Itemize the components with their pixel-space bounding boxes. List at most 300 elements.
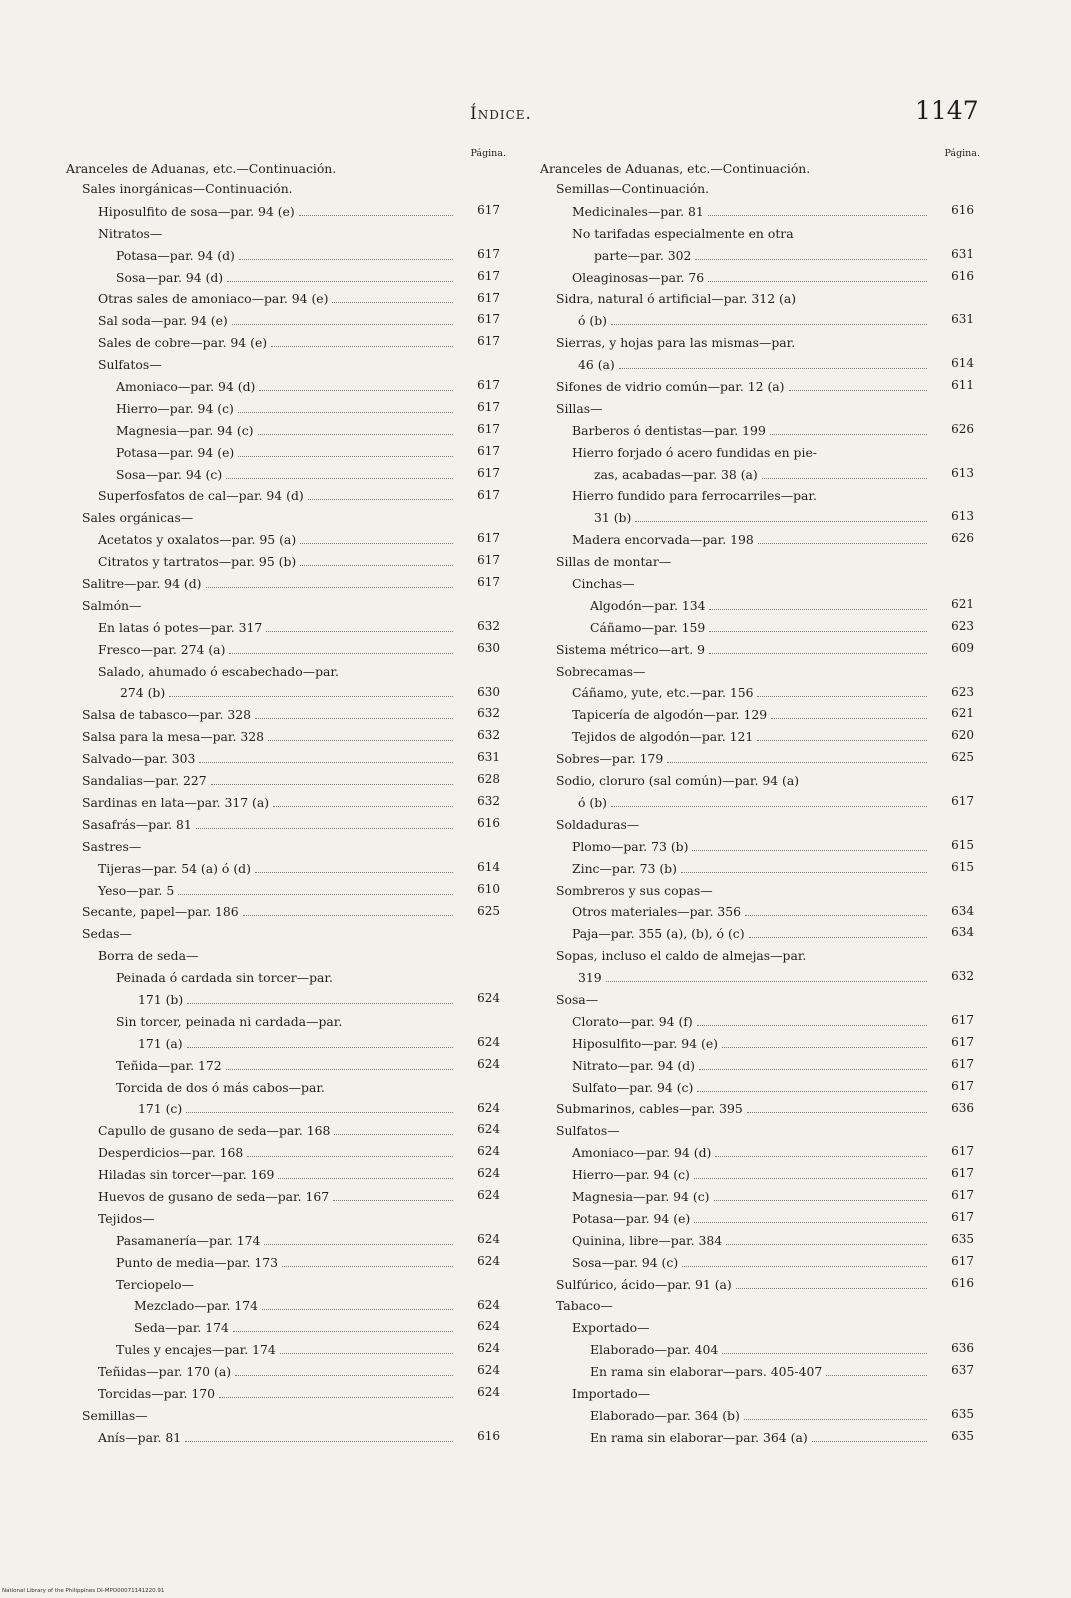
dot-leader [770,434,927,435]
entry-text: 274 (b) [120,685,166,701]
entry-page-number: 624 [477,1319,500,1334]
index-entry [66,550,506,572]
index-entry [540,638,980,660]
entry-text: Terciopelo— [116,1276,194,1292]
dot-leader [196,828,453,829]
entry-text: Sulfatos— [98,357,162,373]
dot-leader [264,1244,453,1245]
dot-leader [187,1047,453,1048]
index-entry [66,397,506,419]
dot-leader [694,1178,927,1179]
index-entry [66,528,506,550]
index-entry [66,1404,506,1426]
page-number: 1147 [915,96,979,125]
entry-page-number: 624 [477,1122,500,1137]
dot-leader [259,390,453,391]
entry-page-number: 617 [477,312,500,327]
page-header [0,96,1071,136]
entry-line [540,857,930,879]
entry-page-number: 617 [477,487,500,502]
entry-text: Hierro fundido para ferrocarriles—par. [572,488,817,504]
column-heading: Aranceles de Aduanas, etc.—Continuación. [66,161,337,176]
dot-leader [238,456,453,457]
entry-page-number: 615 [951,859,974,874]
index-entry [66,1273,506,1295]
entry-line [66,1010,456,1032]
dot-leader [682,1266,927,1267]
entry-text: Otros materiales—par. 356 [572,904,741,920]
entry-line [540,703,930,725]
index-entry [66,944,506,966]
entry-page-number: 630 [477,684,500,699]
entry-page-number: 617 [951,794,974,809]
dot-leader [667,762,927,763]
entry-text: Nitratos— [98,225,163,241]
index-entry [66,791,506,813]
entry-page-number: 630 [477,640,500,655]
dot-leader [332,302,453,303]
index-entry [66,244,506,266]
entry-text: Sobres—par. 179 [556,751,664,767]
dot-leader [606,981,927,982]
dot-leader [758,543,927,544]
dot-leader [243,915,453,916]
index-entries [540,200,980,1448]
dot-leader [771,718,927,719]
index-entry [66,1010,506,1054]
index-entry [540,594,980,616]
index-entry [66,1360,506,1382]
entry-text: Importado— [572,1385,651,1401]
entry-page-number: 611 [951,378,974,393]
entry-line [540,1360,930,1382]
entry-line [66,1426,456,1448]
entry-text: Nitrato—par. 94 (d) [572,1057,695,1073]
dot-leader [235,1375,453,1376]
entry-line [540,375,930,397]
index-entry [66,1426,506,1448]
entry-line [540,660,930,682]
entry-page-number: 617 [477,203,500,217]
dot-leader [826,1375,927,1376]
dot-leader [169,696,453,697]
entry-page-number: 624 [477,1363,500,1378]
entry-line [66,682,456,704]
entry-text: parte—par. 302 [594,247,692,263]
entry-line [66,857,456,879]
index-entry [66,1163,506,1185]
dot-leader [708,281,927,282]
entry-text: Sillas de montar— [556,554,672,570]
entry-line [540,725,930,747]
entry-text: Elaborado—par. 404 [590,1342,719,1358]
left-column [66,148,506,1448]
entry-text: Medicinales—par. 81 [572,203,704,219]
index-entry [540,1273,980,1295]
index-entry [66,266,506,288]
entry-line [540,988,930,1010]
dot-leader [238,412,453,413]
index-entry [540,1185,980,1207]
dot-leader [722,1353,927,1354]
entry-text: Pasamanería—par. 174 [116,1232,261,1248]
entry-line [540,791,930,813]
index-entry [66,353,506,375]
index-entry [540,1426,980,1448]
entry-page-number: 617 [951,1144,974,1159]
entry-line [540,638,930,660]
index-entry [540,1076,980,1098]
index-entry [66,1141,506,1163]
entry-page-number: 613 [951,465,974,480]
index-entry [66,857,506,879]
entry-page-number: 617 [477,421,500,436]
dot-leader [186,1112,453,1113]
entry-line [66,1404,456,1426]
column-subheading: Semillas—Continuación. [556,181,710,196]
entry-text: Sedas— [82,926,132,942]
entry-line [540,1251,930,1273]
dot-leader [233,1331,453,1332]
index-entry [66,1295,506,1317]
dot-leader [762,478,927,479]
entry-line [540,288,930,310]
entry-text: Mezclado—par. 174 [134,1298,259,1314]
index-entry [66,1076,506,1120]
entry-text: Sal soda—par. 94 (e) [98,313,228,329]
entry-text: Seda—par. 174 [134,1320,229,1336]
entry-page-number: 624 [477,1253,500,1268]
entry-line [66,879,456,901]
index-entry [540,266,980,288]
dot-leader [709,631,927,632]
entry-line [540,1273,930,1295]
index-entry [540,988,980,1010]
entry-text: Magnesia—par. 94 (c) [116,422,254,438]
entry-page-number: 625 [951,750,974,765]
entry-text: Tejidos de algodón—par. 121 [572,729,754,745]
entry-page-number: 617 [477,246,500,261]
entry-text: Hierro—par. 94 (c) [116,400,234,416]
entry-text: Cinchas— [572,576,635,592]
index-entry [66,835,506,857]
dot-leader [619,368,927,369]
entry-page-number: 617 [951,1253,974,1268]
pagina-label: Página. [944,148,980,159]
entry-line [66,288,456,310]
entry-page-number: 617 [477,400,500,415]
entry-line [540,1032,930,1054]
dot-leader [232,324,453,325]
entry-text: Amoniaco—par. 94 (d) [572,1145,712,1161]
entry-line [66,594,456,616]
entry-page-number: 631 [951,246,974,261]
entry-line [540,966,930,988]
entry-line [540,419,930,441]
index-entry [66,1185,506,1207]
entry-line [66,1273,456,1295]
index-entry [66,331,506,353]
dot-leader [681,872,927,873]
dot-leader [278,1178,453,1179]
index-entry [66,1316,506,1338]
entry-line [540,506,930,528]
entry-text: Barberos ó dentistas—par. 199 [572,422,766,438]
entry-line [66,485,456,507]
dot-leader [268,740,453,741]
entry-text: Tapicería de algodón—par. 129 [572,707,768,723]
entry-text: Citratos y tartratos—par. 95 (b) [98,554,297,570]
entry-text: ó (b) [578,313,607,329]
dot-leader [694,1222,927,1223]
entry-line [66,703,456,725]
entry-text: Sulfúrico, ácido—par. 91 (a) [556,1276,732,1292]
entry-line [66,1382,456,1404]
entry-page-number: 624 [477,1144,500,1159]
entry-line [66,835,456,857]
entry-line [66,1185,456,1207]
dot-leader [199,762,453,763]
entry-page-number: 628 [477,772,500,787]
entry-page-number: 617 [477,268,500,283]
entry-line [66,353,456,375]
index-entry [540,1338,980,1360]
entry-line [540,1163,930,1185]
index-entry [540,550,980,572]
entry-line [540,1404,930,1426]
index-entry [540,397,980,419]
index-entry [66,1251,506,1273]
entry-text: Tabaco— [556,1298,613,1314]
entry-text: Teñidas—par. 170 (a) [98,1364,232,1380]
index-entry [66,769,506,791]
index-entry [66,747,506,769]
dot-leader [749,937,927,938]
index-entry [66,922,506,944]
dot-leader [722,1047,927,1048]
index-entry [540,200,980,222]
entry-line [540,550,930,572]
entry-line [540,1054,930,1076]
entry-line [66,944,456,966]
index-entry [540,857,980,879]
index-entries [66,200,506,1448]
index-entry [540,835,980,857]
index-entry [540,572,980,594]
dot-leader [726,1244,927,1245]
entry-line [66,463,456,485]
entry-page-number: 624 [477,1385,500,1400]
dot-leader [744,1419,927,1420]
entry-text: Torcida de dos ó más cabos—par. [116,1079,325,1095]
entry-line [540,1010,930,1032]
entry-line [66,725,456,747]
entry-text: 171 (b) [138,991,184,1007]
entry-line [540,485,930,507]
entry-text: Fresco—par. 274 (a) [98,641,226,657]
entry-line [540,1338,930,1360]
entry-text: Sin torcer, peinada ni cardada—par. [116,1013,343,1029]
entry-line [66,966,456,988]
entry-line [66,222,456,244]
index-entry [66,616,506,638]
index-entry [540,879,980,901]
entry-text: Magnesia—par. 94 (c) [572,1188,710,1204]
entry-text: Quinina, libre—par. 384 [572,1232,723,1248]
entry-page-number: 609 [951,640,974,655]
index-entry [540,375,980,397]
entry-page-number: 617 [477,575,500,590]
dot-leader [789,390,927,391]
dot-leader [709,609,927,610]
entry-page-number: 636 [951,1100,974,1115]
dot-leader [699,1069,927,1070]
entry-line [66,1338,456,1360]
index-entry [66,660,506,704]
entry-line [66,572,456,594]
entry-text: Tijeras—par. 54 (a) ó (d) [98,860,251,876]
entry-text: Salsa para la mesa—par. 328 [82,729,265,745]
entry-text: Salado, ahumado ó escabechado—par. [98,663,339,679]
entry-text: Sosa—par. 94 (d) [116,269,224,285]
entry-text: Sombreros y sus copas— [556,882,713,898]
entry-text: En latas ó potes—par. 317 [98,619,263,635]
entry-page-number: 617 [951,1034,974,1049]
index-entry [540,1032,980,1054]
index-entry [66,506,506,528]
index-entry [540,682,980,704]
entry-line [66,1360,456,1382]
entry-page-number: 635 [951,1406,974,1421]
entry-line [540,1295,930,1317]
entry-text: Sobrecamas— [556,663,646,679]
entry-line [66,1054,456,1076]
entry-text: 319 [578,970,602,986]
right-column [540,148,980,1448]
entry-page-number: 624 [477,1100,500,1115]
entry-text: Hierro forjado ó acero fundidas en pie- [572,444,817,460]
entry-line [540,244,930,266]
index-entry [66,288,506,310]
index-entry [540,1404,980,1426]
entry-text: Desperdicios—par. 168 [98,1145,244,1161]
entry-line [540,922,930,944]
entry-line [66,1251,456,1273]
index-entry [540,1163,980,1185]
entry-line [540,1185,930,1207]
entry-page-number: 626 [951,421,974,436]
entry-page-number: 632 [477,728,500,743]
entry-text: Secante, papel—par. 186 [82,904,239,920]
entry-page-number: 624 [477,1188,500,1203]
entry-line [540,309,930,331]
entry-text: Sulfatos— [556,1123,620,1139]
dot-leader [255,718,453,719]
index-entry [540,1360,980,1382]
entry-text: Hiladas sin torcer—par. 169 [98,1167,275,1183]
entry-line [540,200,930,222]
entry-line [540,1076,930,1098]
entry-text: Potasa—par. 94 (d) [116,247,235,263]
entry-line [66,1316,456,1338]
index-entry [66,1338,506,1360]
index-entry [540,1207,980,1229]
pagina-label: Página. [470,148,506,159]
entry-line [66,901,456,923]
index-entry [540,1098,980,1120]
entry-text: Salsa de tabasco—par. 328 [82,707,251,723]
entry-line [66,638,456,660]
entry-text: Sosa—par. 94 (c) [572,1254,679,1270]
entry-text: zas, acabadas—par. 38 (a) [594,466,758,482]
entry-line [540,944,930,966]
entry-line [540,747,930,769]
entry-page-number: 634 [951,925,974,940]
entry-line [66,747,456,769]
dot-leader [715,1156,927,1157]
entry-line [66,988,456,1010]
dot-leader [709,653,927,654]
entry-page-number: 623 [951,684,974,699]
entry-page-number: 616 [951,1275,974,1290]
column-heading: Aranceles de Aduanas, etc.—Continuación. [540,161,811,176]
index-entry [66,222,506,244]
index-entry [66,638,506,660]
dot-leader [262,1309,453,1310]
dot-leader [611,806,927,807]
dot-leader [211,784,453,785]
entry-page-number: 617 [477,531,500,546]
entry-text: Punto de media—par. 173 [116,1254,279,1270]
entry-line [66,1163,456,1185]
dot-leader [736,1288,927,1289]
entry-text: Sasafrás—par. 81 [82,816,192,832]
entry-text: En rama sin elaborar—par. 364 (a) [590,1429,808,1445]
entry-text: Semillas— [82,1407,148,1423]
entry-text: Huevos de gusano de seda—par. 167 [98,1188,330,1204]
index-entry [540,703,980,725]
index-entry [66,725,506,747]
entry-line [66,660,456,682]
index-entry [540,1141,980,1163]
entry-text: Tules y encajes—par. 174 [116,1342,276,1358]
entry-page-number: 625 [477,903,500,918]
entry-line [66,1295,456,1317]
entry-line [66,419,456,441]
index-entry [540,725,980,747]
entry-line [540,353,930,375]
entry-text: Sistema métrico—art. 9 [556,641,705,657]
entry-text: En rama sin elaborar—pars. 405-407 [590,1364,823,1380]
entry-text: Sales de cobre—par. 94 (e) [98,335,268,351]
dot-leader [247,1156,453,1157]
entry-text: 171 (a) [138,1035,183,1051]
entry-text: Sierras, y hojas para las mismas—par. [556,335,796,351]
dot-leader [273,806,453,807]
dot-leader [229,653,453,654]
dot-leader [812,1441,927,1442]
entry-line [66,1119,456,1141]
entry-page-number: 632 [951,969,974,984]
index-entry [540,1229,980,1251]
entry-page-number: 621 [951,706,974,721]
entry-page-number: 636 [951,1341,974,1356]
entry-text: Paja—par. 355 (a), (b), ó (c) [572,926,745,942]
entry-page-number: 631 [951,312,974,327]
dot-leader [714,1200,928,1201]
entry-page-number: 617 [477,465,500,480]
entry-line [540,879,930,901]
